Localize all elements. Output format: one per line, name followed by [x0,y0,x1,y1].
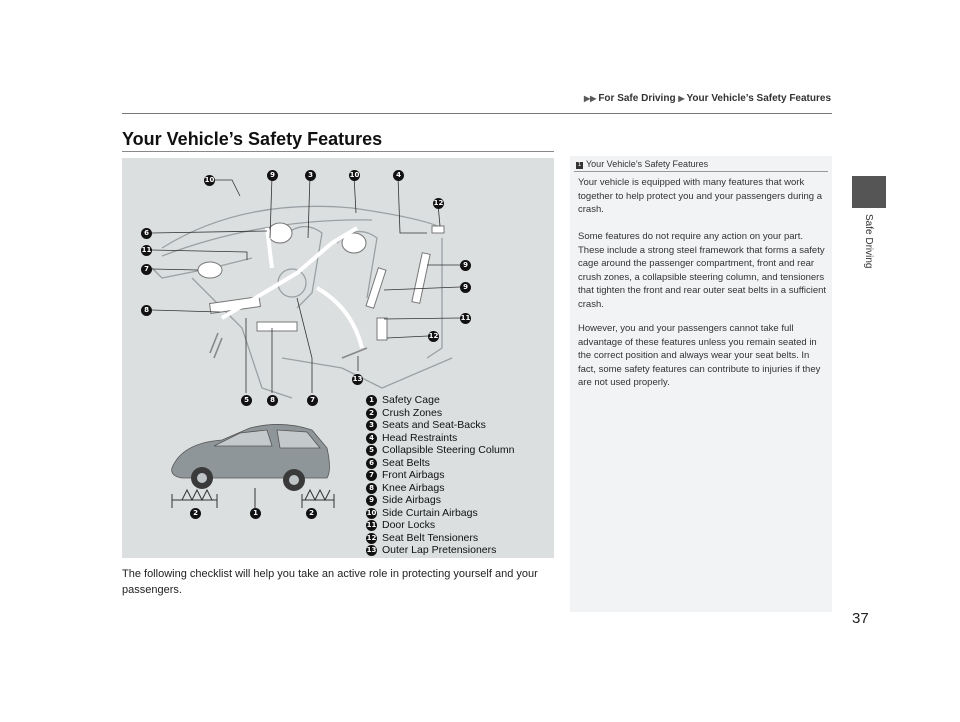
legend-number: 12 [366,533,377,542]
legend-number: 3 [366,420,377,431]
section-tab[interactable] [852,176,886,208]
callout-badge: 8 [267,395,278,406]
legend-label: Seats and Seat-Backs [382,419,486,431]
seat-belt-tensioner-shape [377,318,387,340]
seat-belt-strap-2 [317,288,362,348]
leader-line [152,231,267,233]
tensioner-shape-2 [432,226,444,233]
callout-badge: 2 [306,508,317,519]
callout-badge: 9 [460,282,471,293]
breadcrumb-item-1[interactable]: For Safe Driving [598,93,676,104]
body-paragraph: The following checklist will help you take an active role in protecting yourself and your passengers. [122,568,538,596]
callout-badge: 8 [141,305,152,316]
leader-line [384,318,460,319]
car-hub-front [197,473,207,483]
section-tab-label: Safe Driving [863,214,874,269]
legend-label: Side Airbags [382,494,441,506]
arrow-icon: ▶ [678,94,685,103]
note-divider [574,171,828,172]
legend-number: 9 [366,495,377,506]
legend-label: Door Locks [382,519,436,531]
legend-number: 5 [366,445,377,456]
floor-outline [282,358,452,388]
legend-number: 6 [366,458,377,469]
note-marker: 1 [577,162,582,168]
knee-airbag-shape-2 [257,322,297,331]
legend-number: 11 [366,521,377,529]
legend-label: Knee Airbags [382,481,445,494]
lap-pretensioner-strip [342,348,367,358]
leader-line [152,310,220,312]
leader-line [152,269,198,270]
callout-badge: 9 [460,260,471,271]
leader-line [398,176,427,233]
note-heading [576,159,708,169]
leader-line [214,180,240,196]
legend-label: Seat Belts [382,456,430,469]
leader-line [297,298,312,393]
front-airbag-shape [198,262,222,278]
page-number: 37 [852,610,869,627]
legend-label: Seat Belt Tensioners [382,531,479,544]
car-window [214,430,272,446]
cabin-illustration [122,158,554,558]
callout-badge: 5 [241,395,252,406]
legend-number: 8 [366,483,377,494]
safety-features-figure [122,158,554,558]
legend-label: Collapsible Steering Column [382,444,515,456]
callout-badge: 6 [141,228,152,239]
title-divider [122,151,554,152]
pillar-strip [210,333,222,358]
note-paragraph: Your vehicle is equipped with many features that work together to help protect you and your passengers during a crash. [578,177,822,215]
leader-line [354,176,356,213]
callout-badge: 2 [190,508,201,519]
car-hub-rear [289,475,299,485]
arrow-icon: ▶▶ [584,94,597,103]
head-restraint-shape [268,223,292,243]
page-title: Your Vehicle’s Safety Features [122,129,383,149]
callout-badge: 11 [141,246,152,254]
callout-badge: 13 [352,375,363,383]
legend-label: Front Airbags [382,469,445,481]
legend-label: Side Curtain Airbags [382,506,478,519]
legend-label: Outer Lap Pretensioners [382,544,497,556]
legend-label: Head Restraints [382,431,458,444]
legend-number: 7 [366,470,377,481]
note-paragraph: However, you and your passengers cannot take full advantage of these features unless you remain seated in the correct position and always wear your seat belts. In fact, some safety features can contribute to injuries if they are not used properly. [578,323,821,388]
rear-crush-zone-mark [302,490,334,500]
breadcrumb [584,93,831,104]
legend-number: 1 [366,395,377,406]
callout-badge: 7 [141,264,152,275]
door-outline [192,278,292,398]
callout-badge: 9 [267,170,278,181]
legend-label: Crush Zones [382,406,443,419]
front-crush-zone-mark [172,490,217,500]
crush-zone-ticks [172,494,334,508]
legend-number: 10 [366,508,377,517]
sidebar-note [570,156,832,612]
legend-number: 4 [366,433,377,444]
callout-badge: 12 [433,199,444,207]
breadcrumb-item-2[interactable]: Your Vehicle’s Safety Features [686,93,832,104]
legend-number: 2 [366,408,377,419]
side-airbag-shape-2 [412,253,430,304]
callout-badge: 12 [428,332,439,340]
callout-badge: 3 [305,170,316,181]
legend-number: 13 [366,546,377,554]
callout-badge: 10 [349,171,360,179]
callout-badge: 1 [250,508,261,519]
callout-badge: 10 [204,176,215,184]
callout-badge: 7 [307,395,318,406]
section-tab-label-wrap [854,214,884,274]
callout-badge: 11 [460,314,471,322]
header-divider [122,113,832,114]
leader-line [387,336,428,338]
legend-label: Safety Cage [382,394,440,406]
note-paragraph: Some features do not require any action on your part. These include a strong steel framework that forms a safety cage around the passenger compartment, front and rear crush zones, a collapsible steering column, and tensioners that tighten the front and rear outer seat belts in a sufficient crash. [578,231,827,310]
note-heading-text: Your Vehicle’s Safety Features [586,159,709,169]
callout-badge: 4 [393,170,404,181]
